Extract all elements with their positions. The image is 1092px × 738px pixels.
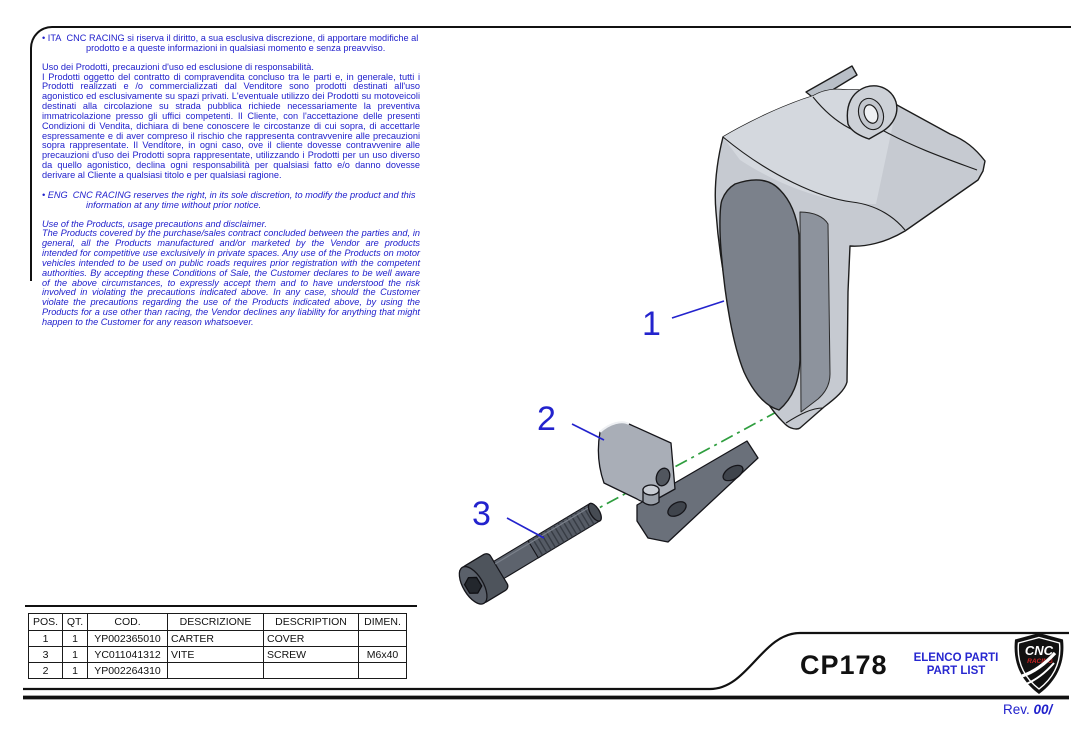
ita-disclaimer-title: Uso dei Prodotti, precauzioni d'uso ed esclusione di responsabilità. [42,61,314,72]
eng-bullet: • ENG [42,189,68,200]
callout-2: 2 [537,400,556,438]
cell-cod: YP002365010 [88,631,168,647]
callout-3: 3 [472,495,491,533]
cell-description: SCREW [264,647,359,663]
ita-notice [42,34,420,54]
cell-cod: YP002264310 [88,663,168,679]
ita-bullet: • ITA [42,33,62,43]
logo-text-cnc: CNC [1024,643,1054,658]
cnc-racing-logo [1012,632,1066,696]
cell-pos: 1 [29,631,63,647]
revision-value: 00/ [1033,702,1053,717]
cell-pos: 3 [29,647,63,663]
revision-label: Rev. [1003,702,1030,717]
cell-description: COVER [264,631,359,647]
bracket-vertical-plate [598,422,675,502]
cover-part [715,66,985,429]
title-block [790,634,1070,696]
leader-line-3 [507,518,544,538]
col-header-description: DESCRIPTION [264,614,359,631]
disclaimer-block [42,34,420,328]
part-list-title [906,652,1006,678]
cover-recess [720,180,800,410]
ita-notice-text: CNC RACING si riserva il diritto, a sua esclusiva discrezione, di apportare modifiche al prodotto e a queste informazioni in qualsiasi momento e senza preavviso. [66,33,419,53]
cell-descrizione: VITE [168,647,264,663]
part-list-title-ita: ELENCO PARTI [913,652,999,664]
leader-line-1 [672,301,724,318]
eng-notice-text: CNC RACING reserves the right, in its sole discretion, to modify the product and this information at any time without prior notice. [72,189,416,210]
product-code: CP178 [800,650,888,680]
leader-line-2 [572,424,604,440]
cell-qt: 1 [63,631,88,647]
col-header-pos: POS. [29,614,63,631]
col-header-descrizione: DESCRIZIONE [168,614,264,631]
cover-inner-wall [800,212,830,412]
eng-notice [42,191,420,211]
cell-descrizione: CARTER [168,631,264,647]
eng-disclaimer-body: The Products covered by the purchase/sales contract concluded between the parties and, in general, all the Products manufactured and/or marketed by the Vendor are products intended for competitive use exclusively in private spaces. Any use of the Products on motor vehicles intended to be used on public roads requires prior registration with the competent authorities. By accepting these Conditions of Sale, the Customer declares to be well aware of the above circumstances, to expressly accept them and to have understood the risk involved in violating the precautions indicated above. In any case, should the Customer violate the precautions regarding the use of the Products indicated above, by using the Products for a use other than racing, the Vendor declines any liability for anything that might happen to the Customer for any reason whatsoever. [42,228,420,327]
callout-1: 1 [642,305,661,343]
cell-qt: 1 [63,663,88,679]
bracket-part [598,422,758,542]
cell-dimen: M6x40 [359,647,407,663]
eng-disclaimer-title: Use of the Products, usage precautions and disclaimer. [42,218,267,229]
col-header-dimen: DIMEN. [359,614,407,631]
revision-note [1003,702,1052,717]
cell-cod: YC011041312 [88,647,168,663]
ita-disclaimer-body: I Prodotti oggetto del contratto di compravendita concluso tra le parti e, in generale, tutti i Prodotti realizzati e /o commercializzati dal Venditore sono prodotti destinati all'uso agonistico ed esclusivamente su spazi privati. L'eventuale utilizzo dei Prodotti su motoveicoli destinati alla circolazione su strada pubblica richiede necessariamente la preventiva immatricolazione presso gli uffici competenti. Il Cliente, con l'accettazione delle presenti Condizioni di Vendita, dichiara di bene conoscere le circostanze di cui sopra, di accettarle espressamente e di aver compreso il rischio che rappresenta contravvenire alle precauzioni sopra rappresentate. Il Venditore, in ogni caso, ove il cliente dovesse contravvenire alle precauzioni d'uso dei Prodotti sopra rappresentate, utilizzando i Prodotti per un uso diverso da quello agonistico, declina ogni responsabilità per qualsiasi fatto e/o danno dovesse derivare al Cliente a qualsiasi titolo e per qualsiasi ragione. [42,71,420,180]
bracket-spacer-top [643,485,659,495]
part-list-title-eng: PART LIST [926,665,986,678]
logo-text-racing: RACING [1027,658,1053,665]
cell-pos: 2 [29,663,63,679]
exploded-view-diagram [430,40,1092,620]
col-header-qt: QT. [63,614,88,631]
cell-qt: 1 [63,647,88,663]
col-header-cod: COD. [88,614,168,631]
